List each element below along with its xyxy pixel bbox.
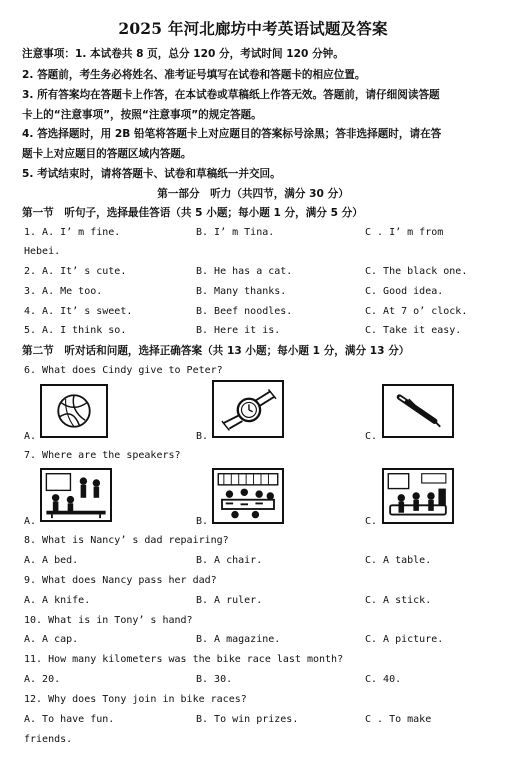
q5-option-c: C. Take it easy. — [365, 325, 462, 336]
q5-option-a: 5. A. I think so. — [24, 325, 127, 336]
q12-option-c: C . To make — [365, 714, 432, 725]
watch-icon — [212, 380, 284, 438]
page-title: 2025 年河北廊坊中考英语试题及答案 — [118, 19, 388, 38]
notice-line-3a: 3. 所有答案均在答题卡上作答，在本试卷或草稿纸上作答无效。答题前，请仔细阅读答题 — [22, 89, 440, 101]
living-room-icon — [382, 468, 454, 524]
q10-option-a: A. A cap. — [24, 634, 79, 645]
volleyball-icon — [40, 384, 108, 438]
q3-option-c: C. Good idea. — [365, 286, 444, 297]
q11-option-c: C. 40. — [365, 674, 402, 685]
classroom-icon — [40, 468, 112, 522]
q6-question: 6. What does Cindy give to Peter? — [24, 365, 223, 376]
q8-option-c: C. A table. — [365, 555, 432, 566]
q12-option-b: B. To win prizes. — [196, 714, 299, 725]
q9-option-b: B. A ruler. — [196, 595, 263, 606]
q7-option-c: C. — [365, 516, 378, 527]
part-heading: 第一部分 听力（共四节，满分 30 分） — [157, 188, 349, 200]
q4-option-c: C. At 7 o’ clock. — [365, 306, 468, 317]
q6-option-b: B. — [196, 431, 209, 442]
notice-line-5: 5. 考试结束时，请将答题卡、试卷和草稿纸一并交回。 — [22, 168, 281, 180]
q11-option-a: A. 20. — [24, 674, 61, 685]
q7-question: 7. Where are the speakers? — [24, 450, 181, 461]
notice-line-4b: 题卡上对应题目的答题区域内答题。 — [22, 148, 192, 160]
q12-option-a: A. To have fun. — [24, 714, 115, 725]
q2-option-b: B. He has a cat. — [196, 266, 293, 277]
q8-question: 8. What is Nancy’ s dad repairing? — [24, 535, 229, 546]
notice-line-2: 2. 答题前，考生务必将姓名、准考证号填写在试卷和答题卡的相应位置。 — [22, 69, 366, 81]
q9-option-a: A. A knife. — [24, 595, 91, 606]
q1-option-b: B. I’ m Tina. — [196, 227, 275, 238]
q10-question: 10. What is in Tony’ s hand? — [24, 615, 193, 626]
q10-option-b: B. A magazine. — [196, 634, 281, 645]
q1-option-c-continued: Hebei. — [24, 246, 61, 257]
notice-line-1: 注意事项：1. 本试卷共 8 页，总分 120 分，考试时间 120 分钟。 — [22, 48, 344, 60]
q4-option-a: 4. A. It’ s sweet. — [24, 306, 133, 317]
q6-option-a: A. — [24, 431, 37, 442]
q8-option-b: B. A chair. — [196, 555, 263, 566]
q8-option-a: A. A bed. — [24, 555, 79, 566]
q11-option-b: B. 30. — [196, 674, 233, 685]
q3-option-a: 3. A. Me too. — [24, 286, 103, 297]
q12-option-c-continued: friends. — [24, 734, 73, 745]
q9-question: 9. What does Nancy pass her dad? — [24, 575, 217, 586]
q3-option-b: B. Many thanks. — [196, 286, 287, 297]
q10-option-c: C. A picture. — [365, 634, 444, 645]
q5-option-b: B. Here it is. — [196, 325, 281, 336]
q7-option-b: B. — [196, 516, 209, 527]
q6-option-c: C. — [365, 431, 378, 442]
q11-question: 11. How many kilometers was the bike race last month? — [24, 654, 344, 665]
notice-line-3b: 卡上的“注意事项”，按照“注意事项”的规定答题。 — [22, 109, 262, 121]
pen-icon — [382, 384, 454, 438]
q9-option-c: C. A stick. — [365, 595, 432, 606]
q1-option-c: C . I’ m from — [365, 227, 444, 238]
q2-option-a: 2. A. It’ s cute. — [24, 266, 127, 277]
q4-option-b: B. Beef noodles. — [196, 306, 293, 317]
notice-line-4a: 4. 答选择题时，用 2B 铅笔将答题卡上对应题目的答案标号涂黑；答非选择题时，请在答 — [22, 128, 442, 140]
section-1-heading: 第一节 听句子，选择最佳答语（共 5 小题；每小题 1 分，满分 5 分） — [22, 207, 363, 219]
library-icon — [212, 468, 284, 524]
q2-option-c: C. The black one. — [365, 266, 468, 277]
q1-option-a: 1. A. I’ m fine. — [24, 227, 121, 238]
section-2-heading: 第二节 听对话和问题，选择正确答案（共 13 小题；每小题 1 分，满分 13 分） — [22, 345, 410, 357]
q12-question: 12. Why does Tony join in bike races? — [24, 694, 247, 705]
q7-option-a: A. — [24, 516, 37, 527]
